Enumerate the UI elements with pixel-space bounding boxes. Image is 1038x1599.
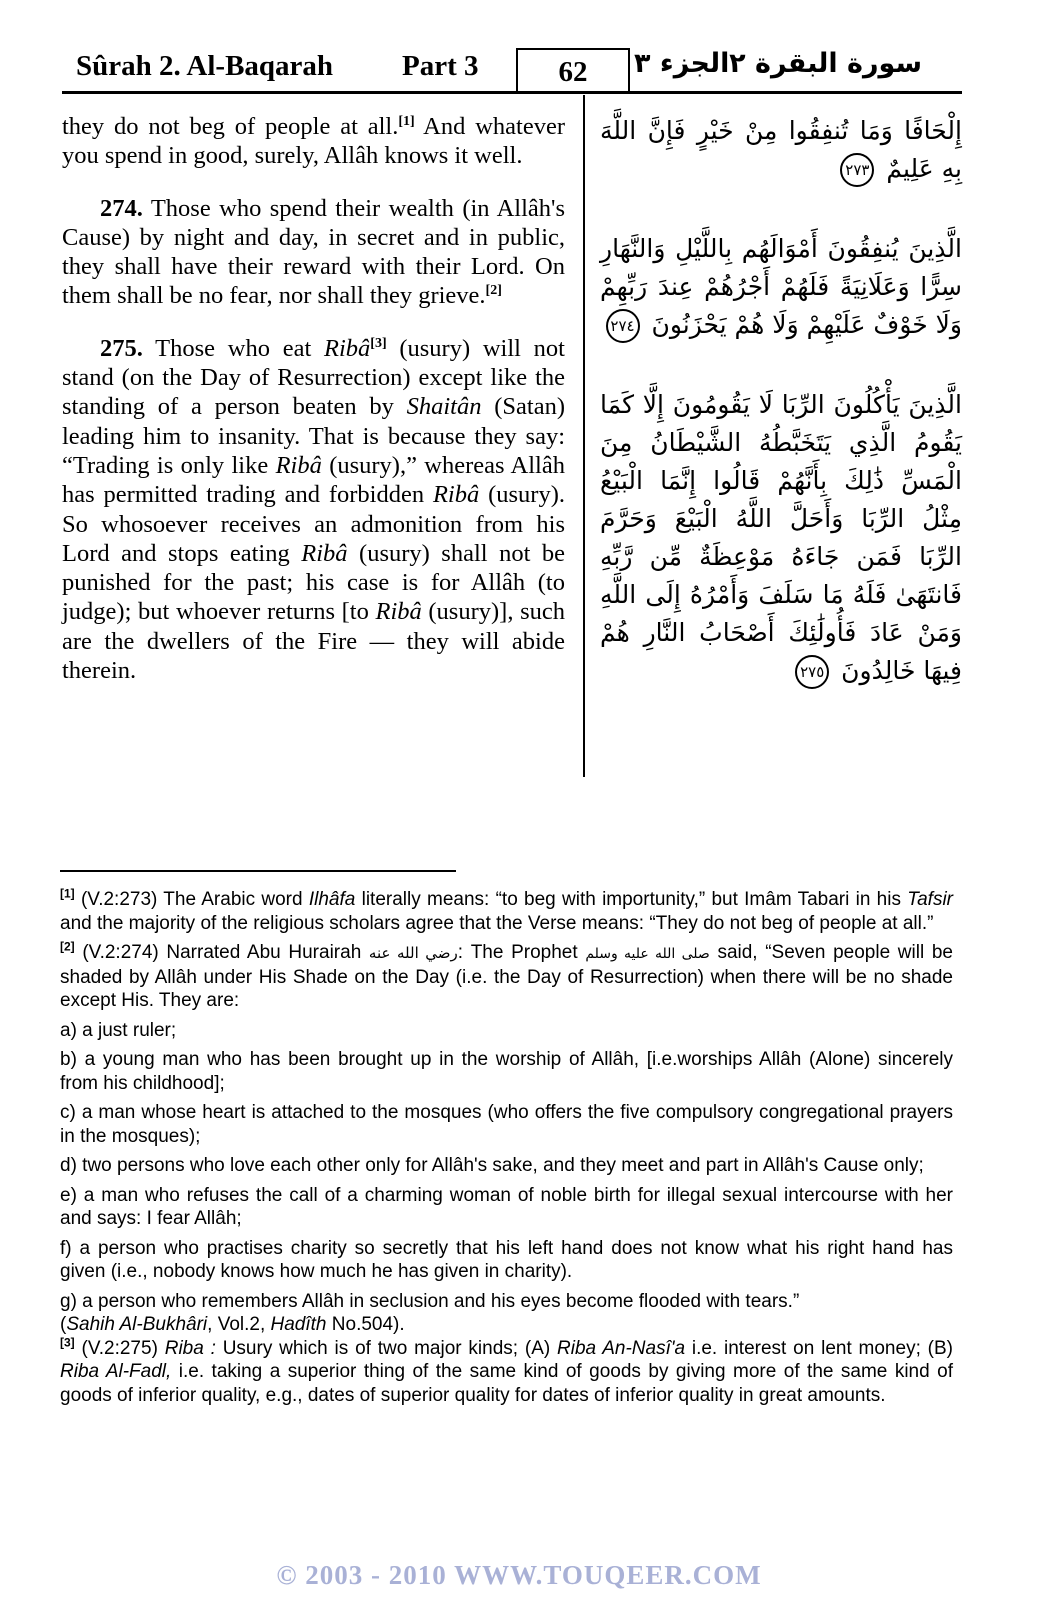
arabic-part-label: الجزء ٣ <box>634 48 730 79</box>
footnote-3: [3] (V.2:275) Riba : Usury which is of two major kinds; (A) Riba An-Nasî'a i.e. interest on lent money; (B) Riba Al-Fadl, i.e. taking a superior thing of the same kind of goods by giving more of the same kind of goods of inferior quality, e.g., dates of superior quality for dates of inferior quality in great amounts. <box>60 1335 953 1406</box>
footnote-ref-1: [1] <box>398 113 415 129</box>
verse-274: 274. Those who spend their wealth (in Allâh's Cause) by night and day, in secret and in public, they shall have their reward with their Lord. On them shall be no fear, nor shall they grieve.[2] <box>62 194 565 310</box>
footnote-ref-2: [2] <box>485 283 502 299</box>
footnote-2: [2] (V.2:274) Narrated Abu Hurairah رضي الله عنه: The Prophet صلى الله عليه وسلم said, “Seven people will be shaded by Allâh under His Shade on the Day (i.e. the Day of Resurrection) when there will be no shade except His. They are: <box>60 939 953 1011</box>
verse-number: 274. <box>100 194 143 222</box>
list-item: b) a young man who has been brought up in the worship of Allâh, [i.e.worships Allâh (Alone) sincerely from his childhood]; <box>60 1049 953 1094</box>
column-divider <box>583 95 585 777</box>
part-label: Part 3 <box>402 50 479 82</box>
footnote-rule <box>60 870 456 872</box>
ayah-marker: ٢٧٤ <box>606 309 640 343</box>
list-item: d) two persons who love each other only for Allâh's sake, and they meet and part in Allâh's Cause only; <box>60 1155 924 1176</box>
page-number: 62 <box>516 48 630 92</box>
arabic-verse-275: الَّذِينَ يَأْكُلُونَ الرِّبَا لَا يَقُومُونَ إِلَّا كَمَا يَقُومُ الَّذِي يَتَخَبَّطُهُ الشَّيْطَانُ مِنَ الْمَسِّ ذَٰلِكَ بِأَنَّهُمْ قَالُوا إِنَّمَا الْبَيْعُ مِثْلُ الرِّبَا وَأَحَلَّ اللَّهُ الْبَيْعَ وَحَرَّمَ الرِّبَا فَمَن جَاءَهُ مَوْعِظَةٌ مِّن رَّبِّهِ فَانتَهَىٰ فَلَهُ مَا سَلَفَ وَأَمْرُهُ إِلَى اللَّهِ وَمَنْ عَادَ فَأُولَٰئِكَ أَصْحَابُ النَّارِ هُمْ فِيهَا خَالِدُونَ ٢٧٥ <box>600 386 962 690</box>
arabic-verse-274: الَّذِينَ يُنفِقُونَ أَمْوَالَهُم بِاللَّيْلِ وَالنَّهَارِ سِرًّا وَعَلَانِيَةً فَلَهُمْ أَجْرُهُمْ عِندَ رَبِّهِمْ وَلَا خَوْفٌ عَلَيْهِمْ وَلَا هُمْ يَحْزَنُونَ ٢٧٤ <box>600 230 962 344</box>
header-rule <box>62 91 962 94</box>
page-header <box>62 44 962 92</box>
arabic-verse-273: إِلْحَافًا وَمَا تُنفِقُوا مِنْ خَيْرٍ فَإِنَّ اللَّهَ بِهِ عَلِيمٌ ٢٧٣ <box>600 112 962 188</box>
footnote-1: [1] (V.2:273) The Arabic word Ilhâfa literally means: “to beg with importunity,” but Imâm Tabari in his Tafsir and the majority of the religious scholars agree that the Verse means: “They do not beg of people at all.” <box>60 886 954 934</box>
translation-column <box>62 112 565 708</box>
footnotes <box>60 888 953 1413</box>
arabic-surah-title: سورة البقرة ٢ <box>729 48 922 79</box>
hadith-reference: (Sahih Al-Bukhâri, Vol.2, Hadîth No.504). <box>60 1314 405 1335</box>
surah-title: Sûrah 2. Al-Baqarah <box>76 50 334 82</box>
list-item: e) a man who refuses the call of a charming woman of noble birth for illegal sexual intercourse with her and says: I fear Allâh; <box>60 1184 953 1229</box>
list-item: c) a man whose heart is attached to the mosques (who offers the five compulsory congregational prayers in the mosques); <box>60 1102 953 1147</box>
copyright-notice: © 2003 - 2010 WWW.TOUQEER.COM <box>276 1560 762 1590</box>
list-item: f) a person who practises charity so secretly that his left hand does not know what his right hand has given (i.e., nobody knows how much he has given in charity). <box>60 1237 953 1282</box>
footnote-ref-3: [3] <box>370 335 387 351</box>
list-item: g) a person who remembers Allâh in seclusion and his eyes become flooded with tears.” <box>60 1290 800 1312</box>
arabic-column <box>600 112 962 732</box>
verse-273-continuation: they do not beg of people at all.[1] And whatever you spend in good, surely, Allâh knows it well. <box>62 113 565 170</box>
verse-275: 275. Those who eat Ribâ[3] (usury) will not stand (on the Day of Resurrection) except like the standing of a person beaten by Shaitân (Satan) leading him to insanity. That is because they say: “Trading is only like Ribâ (usury),” whereas Allâh has permitted trading and forbidden Ribâ (usury). So whosoever receives an admonition from his Lord and stops eating Ribâ (usury) shall not be punished for the past; his case is for Allâh (to judge); but whoever returns [to Ribâ (usury)], such are the dwellers of the Fire — they will abide therein. <box>62 334 565 685</box>
ayah-marker: ٢٧٥ <box>795 655 829 689</box>
list-item: a) a just ruler; <box>60 1019 177 1041</box>
verse-number: 275. <box>100 334 143 362</box>
ayah-marker: ٢٧٣ <box>840 153 874 187</box>
